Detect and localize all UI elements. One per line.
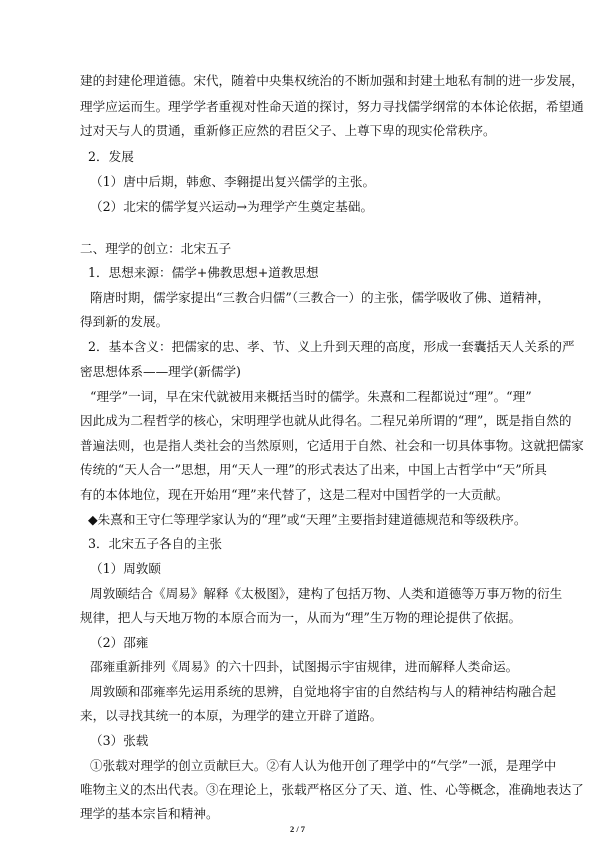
paragraph-line: ①张载对理学的创立贡献巨大。②有人认为他开创了理学中的“气学”一派，是理学中 — [90, 758, 557, 773]
subsection-heading: （1）周敦颐 — [90, 561, 161, 576]
paragraph-line: 普遍法则，也是指人类社会的当然原则，它适用于自然、社会和一切具体事物。这就把儒家 — [80, 438, 584, 453]
paragraph-line: （2）北宋的儒学复兴运动→为理学产生奠定基础。 — [90, 199, 374, 214]
paragraph-line: 密思想体系——理学(新儒学) — [80, 364, 241, 379]
paragraph-line: 理学应运而生。理学学者重视对性命天道的探讨，努力寻找儒学纲常的本体论依据，希望通 — [80, 99, 584, 114]
paragraph-line: 规律，把人与天地万物的本原合而为一，从而为“理”生万物的理论提供了依据。 — [80, 610, 522, 625]
paragraph-line: 得到新的发展。 — [80, 314, 169, 329]
section-heading: 1．思想来源：儒学+佛教思想+道教思想 — [88, 265, 319, 280]
paragraph-line: 建的封建伦理道德。宋代，随着中央集权统治的不断加强和封建土地私有制的进一步发展， — [80, 73, 584, 88]
section-heading: 二、理学的创立：北宋五子 — [80, 241, 232, 256]
section-heading: 2．发展 — [88, 149, 134, 164]
paragraph-line: 周敦颐结合《周易》解释《太极图》，建构了包括万物、人类和道德等万事万物的衍生 — [90, 586, 563, 601]
paragraph-line: 因此成为二程哲学的核心，宋明理学也就从此得名。二程兄弟所谓的“理”，既是指自然的 — [80, 413, 572, 428]
section-heading: 3．北宋五子各自的主张 — [88, 536, 222, 551]
paragraph-line: 理学的基本宗旨和精神。 — [80, 806, 219, 821]
subsection-heading: （3）张载 — [90, 733, 149, 748]
paragraph-line: 邵雍重新排列《周易》的六十四卦，试图揭示宇宙规律，进而解释人类命运。 — [90, 659, 519, 674]
note-line: ◆朱熹和王守仁等理学家认为的“理”或“天理”主要指封建道德规范和等级秩序。 — [88, 512, 527, 527]
paragraph-line: 过对天与人的贯通，重新修正应然的君臣父子、上尊下卑的现实伦常秩序。 — [80, 123, 496, 138]
paragraph-line: （1）唐中后期，韩愈、李翱提出复兴儒学的主张。 — [90, 174, 376, 189]
paragraph-line: 隋唐时期，儒学家提出“三教合归儒”（三教合一）的主张，儒学吸收了佛、道精神， — [90, 290, 550, 305]
paragraph-line: 传统的“天人合一”思想，用“天人一理”的形式表达了出来，中国上古哲学中“天”所具 — [80, 462, 547, 477]
subsection-heading: （2）邵雍 — [90, 635, 149, 650]
paragraph-line: 唯物主义的杰出代表。③在理论上，张载严格区分了天、道、性、心等概念，准确地表达了 — [80, 782, 584, 797]
paragraph-line: 来，以寻找其统一的本原，为理学的建立开辟了道路。 — [80, 708, 383, 723]
paragraph-line: 有的本体地位，现在开始用“理”来代替了，这是二程对中国哲学的一大贡献。 — [80, 487, 509, 502]
section-heading: 2．基本含义：把儒家的忠、孝、节、义上升到天理的高度，形成一套囊括天人关系的严 — [88, 339, 575, 354]
page-number: 2 / 7 — [289, 824, 306, 834]
paragraph-line: 周敦颐和邵雍率先运用系统的思辨，自觉地将宇宙的自然结构与人的精神结构融合起 — [90, 684, 556, 699]
paragraph-line: “理学”一词，早在宋代就被用来概括当时的儒学。朱熹和二程都说过“理”。“理” — [90, 389, 532, 404]
